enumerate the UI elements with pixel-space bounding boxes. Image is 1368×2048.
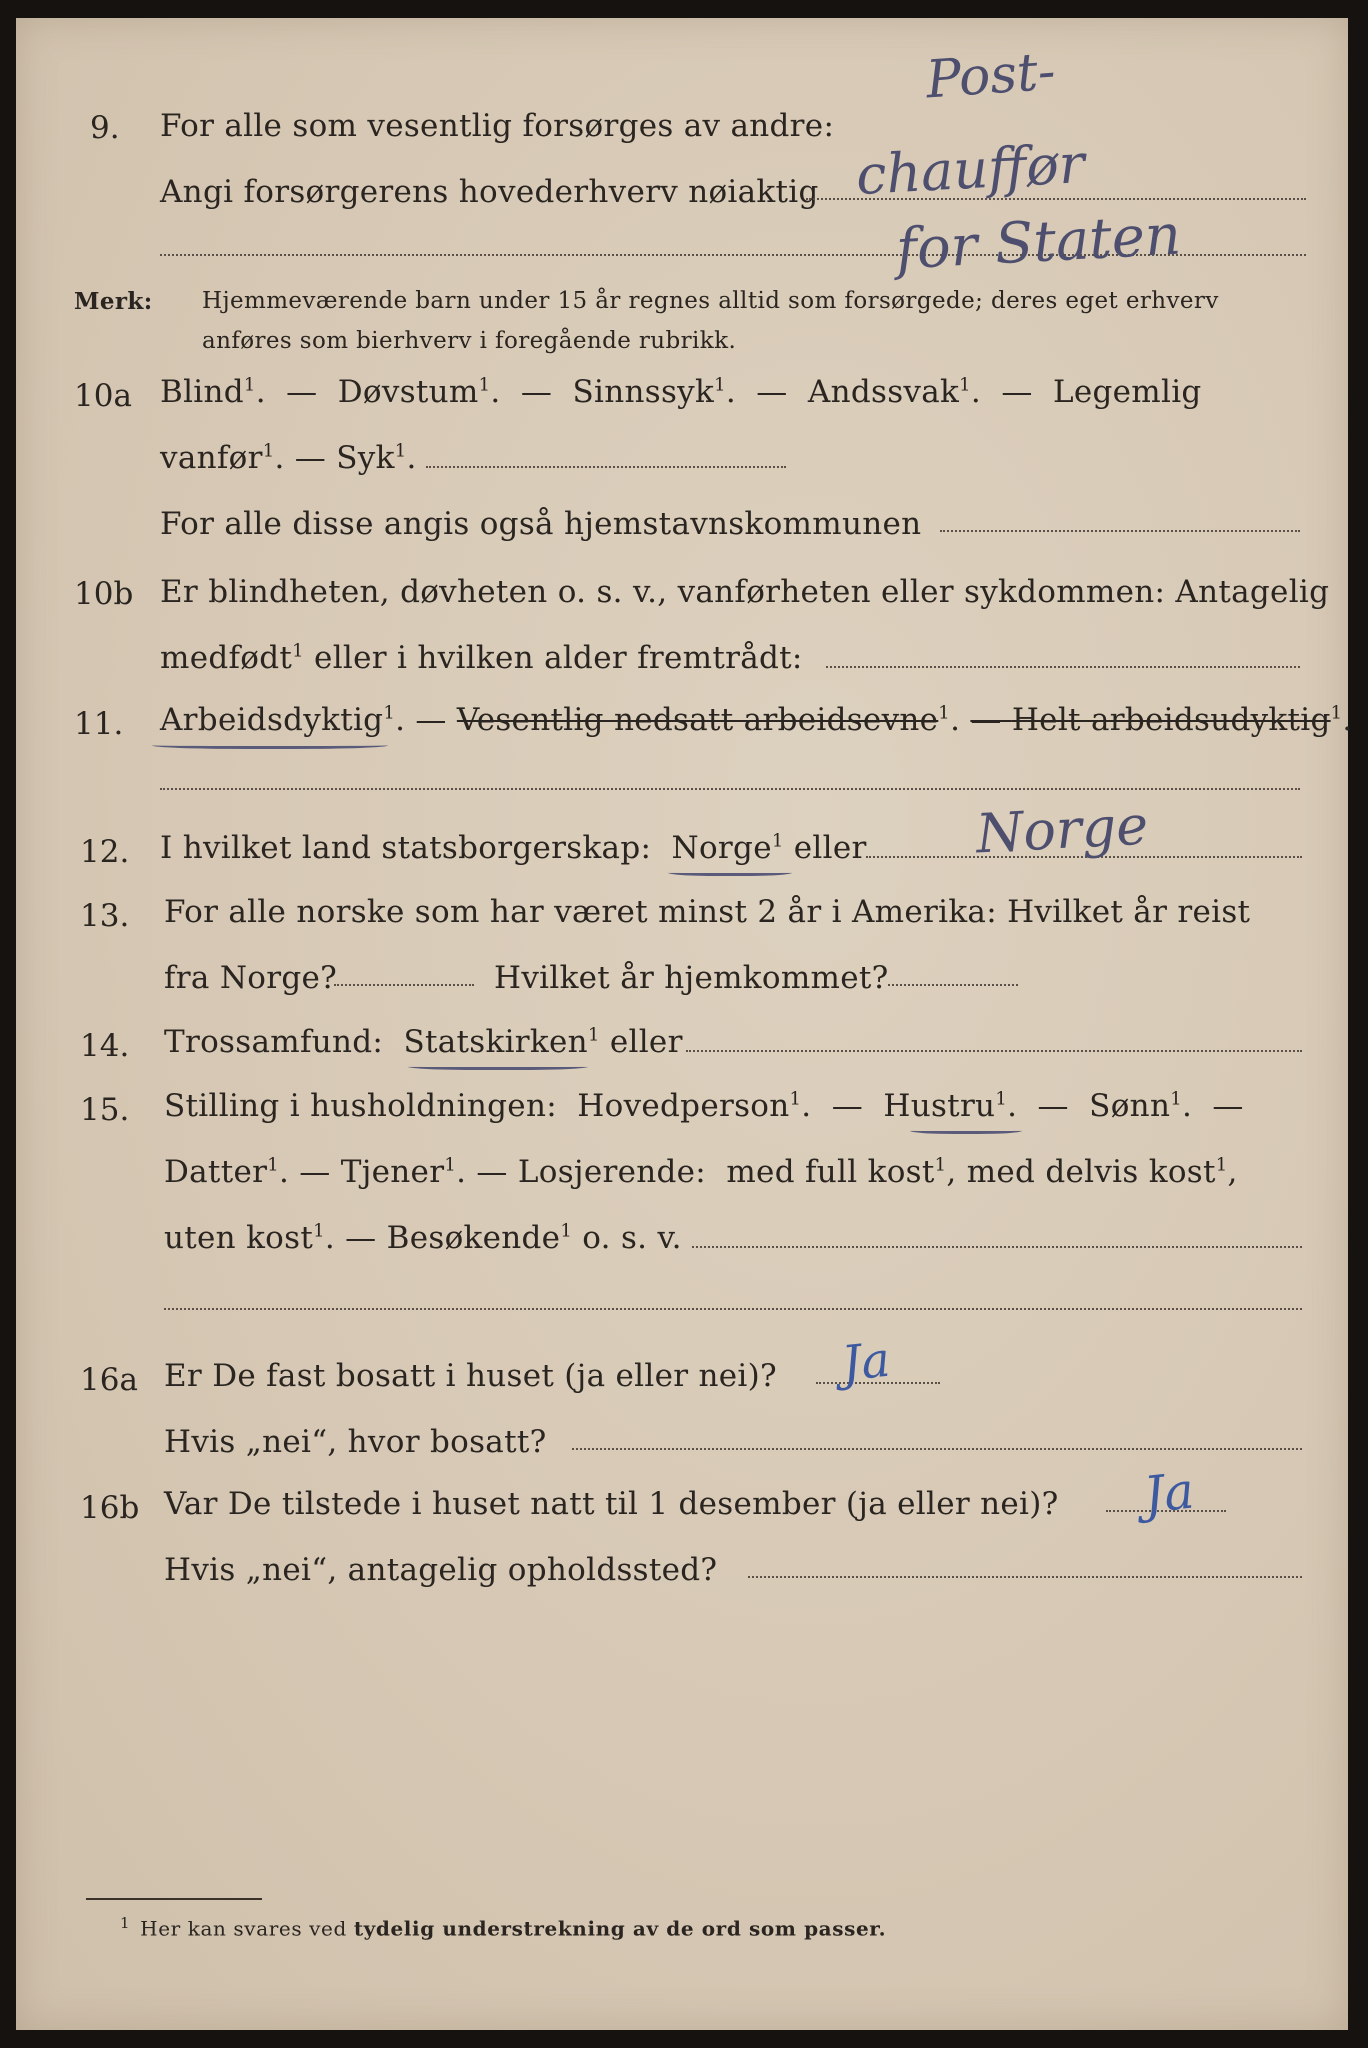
q10a-syk-line xyxy=(426,466,786,468)
q10a-hjemstavn-line xyxy=(940,530,1300,532)
q16a-bosatt-line xyxy=(572,1448,1302,1450)
q15-answer-line-2 xyxy=(164,1308,1302,1310)
q10a-andssvak: Andssvak xyxy=(807,374,960,410)
q14-number: 14. xyxy=(80,1028,130,1064)
q15-number: 15. xyxy=(80,1092,130,1128)
q15-line2: Datter$^1$. — Tjener$^1$. — Losjerende: med full kost$^1$, med delvis kost$^1$, xyxy=(164,1154,1238,1190)
q14-eller: eller xyxy=(609,1024,683,1060)
q11-answer-line xyxy=(160,788,1300,790)
q11-helt-struck: Helt arbeidsudyktig xyxy=(1011,702,1331,738)
census-form-page xyxy=(16,18,1353,2030)
q12-eller: eller xyxy=(793,830,867,866)
q14-statskirken: Statskirken xyxy=(403,1024,588,1060)
q12-line: I hvilket land statsborgerskap: Norge$^1$ eller xyxy=(160,830,867,866)
q15-tjener: Tjener xyxy=(340,1154,445,1190)
q10a-blind: Blind xyxy=(160,374,244,410)
q15-besokende: Besøkende xyxy=(386,1220,561,1256)
q10a-dovstum: Døvstum xyxy=(337,374,479,410)
footnote-text-b: tydelig understrekning av de ord som passer. xyxy=(353,1916,887,1941)
q14-answer-line xyxy=(686,1050,1302,1052)
q13-hjemkommet-line xyxy=(888,984,1018,986)
q15-pencil-underline xyxy=(910,1126,1022,1134)
q14-label: Trossamfund: xyxy=(164,1024,384,1060)
q15-line3: uten kost$^1$. — Besøkende$^1$ o. s. v. xyxy=(164,1220,682,1256)
q10b-line1: Er blindheten, døvheten o. s. v., vanførheten eller sykdommen: Antagelig xyxy=(160,574,1330,610)
q12-norge: Norge xyxy=(671,830,772,866)
q15-datter: Datter xyxy=(164,1154,268,1190)
q11-line: Arbeidsdyktig$^1$. — Vesentlig nedsatt arbeidsevne$^1$. — Helt arbeidsudyktig$^1$. xyxy=(160,702,1353,738)
q13-fra-norge: fra Norge? xyxy=(164,960,338,996)
q14-line: Trossamfund: Statskirken$^1$ eller xyxy=(164,1024,683,1060)
q16b-number: 16b xyxy=(80,1490,140,1526)
q10a-syk: Syk xyxy=(336,440,395,476)
q9-handwritten-post: Post- xyxy=(924,41,1058,111)
q15-hustru: Hustru xyxy=(883,1088,996,1124)
q15-sonn: Sønn xyxy=(1089,1088,1171,1124)
q11-vesentlig-struck: Vesentlig nedsatt arbeidsevne xyxy=(456,702,939,738)
q15-med-full: med full kost xyxy=(726,1154,935,1190)
footnote-mark: 1 xyxy=(120,1914,131,1932)
q13-hjemkommet: Hvilket år hjemkommet? xyxy=(494,960,889,996)
q15-line1: Stilling i husholdningen: Hovedperson$^1$. — Hustru$^1$. — Sønn$^1$. — xyxy=(164,1088,1244,1124)
q15-answer-line-1 xyxy=(692,1246,1302,1248)
q12-text: I hvilket land statsborgerskap: xyxy=(160,830,652,866)
q16b-opholdssted-line xyxy=(748,1576,1302,1578)
q11-arbeidsdyktig: Arbeidsdyktig xyxy=(160,702,384,738)
q9-handwritten-for-staten: for Staten xyxy=(894,202,1183,283)
q16a-line2: Hvis „nei“, hvor bosatt? xyxy=(164,1424,547,1460)
merk-label: Merk: xyxy=(74,288,153,315)
q9-line2: Angi forsørgerens hovederhverv nøiaktig xyxy=(160,174,819,210)
q16b-line1: Var De tilstede i huset natt til 1 desember (ja eller nei)? xyxy=(164,1486,1059,1522)
q11-number: 11. xyxy=(74,706,124,742)
q10a-number: 10a xyxy=(74,378,132,414)
q16b-line2: Hvis „nei“, antagelig opholdssted? xyxy=(164,1552,718,1588)
q10a-legemlig: Legemlig xyxy=(1052,374,1202,410)
footnote-text-a: Her kan svares ved xyxy=(140,1916,347,1941)
q16a-handwritten-ja: Ja xyxy=(839,1331,893,1393)
q11-pencil-underline xyxy=(152,740,388,749)
q13-reist-line xyxy=(334,984,474,986)
q15-label: Stilling i husholdningen: xyxy=(164,1088,557,1124)
q16a-line1: Er De fast bosatt i huset (ja eller nei)? xyxy=(164,1358,777,1394)
q13-line1: For alle norske som har været minst 2 år i Amerika: Hvilket år reist xyxy=(164,894,1251,930)
q15-uten: uten kost xyxy=(164,1220,314,1256)
q9-line1: For alle som vesentlig forsørges av andre: xyxy=(160,108,835,144)
q12-number: 12. xyxy=(80,834,130,870)
q10b-number: 10b xyxy=(74,576,134,612)
merk-line2: anføres som bierhverv i foregående rubrikk. xyxy=(202,328,737,354)
q10a-line3: For alle disse angis også hjemstavnskommunen xyxy=(160,506,922,542)
q12-handwritten-norge: Norge xyxy=(974,793,1150,866)
footnote-rule xyxy=(86,1898,262,1900)
q16b-handwritten-ja: Ja xyxy=(1141,1461,1197,1525)
q15-med-delvis: med delvis kost xyxy=(966,1154,1216,1190)
q10b-answer-line xyxy=(826,666,1300,668)
q13-number: 13. xyxy=(80,898,130,934)
q15-osv: o. s. v. xyxy=(582,1220,682,1256)
q9-handwritten-chauffor: chauffør xyxy=(854,132,1087,207)
q10a-line2: vanfør$^1$. — Syk$^1$. xyxy=(160,440,417,476)
q15-losjerende: Losjerende: xyxy=(517,1154,707,1190)
q12-pencil-underline xyxy=(668,868,792,876)
q10a-line1: Blind$^1$. — Døvstum$^1$. — Sinnssyk$^1$. — Andssvak$^1$. — Legemlig xyxy=(160,374,1202,410)
q10b-line2-rest: eller i hvilken alder fremtrådt: xyxy=(314,640,803,676)
q10a-vanfor: vanfør xyxy=(160,440,263,476)
q16a-number: 16a xyxy=(80,1362,138,1398)
merk-line1: Hjemmeværende barn under 15 år regnes alltid som forsørgede; deres eget erhverv xyxy=(202,288,1219,314)
q15-hovedperson: Hovedperson xyxy=(577,1088,790,1124)
q10b-medfodt: medfødt xyxy=(160,640,293,676)
q10b-line2: medfødt$^1$ eller i hvilken alder fremtrådt: xyxy=(160,640,803,676)
q10a-sinnssyk: Sinnssyk xyxy=(572,374,715,410)
footnote xyxy=(120,1914,886,1941)
q14-pencil-underline xyxy=(408,1062,588,1070)
q9-number: 9. xyxy=(90,110,120,146)
